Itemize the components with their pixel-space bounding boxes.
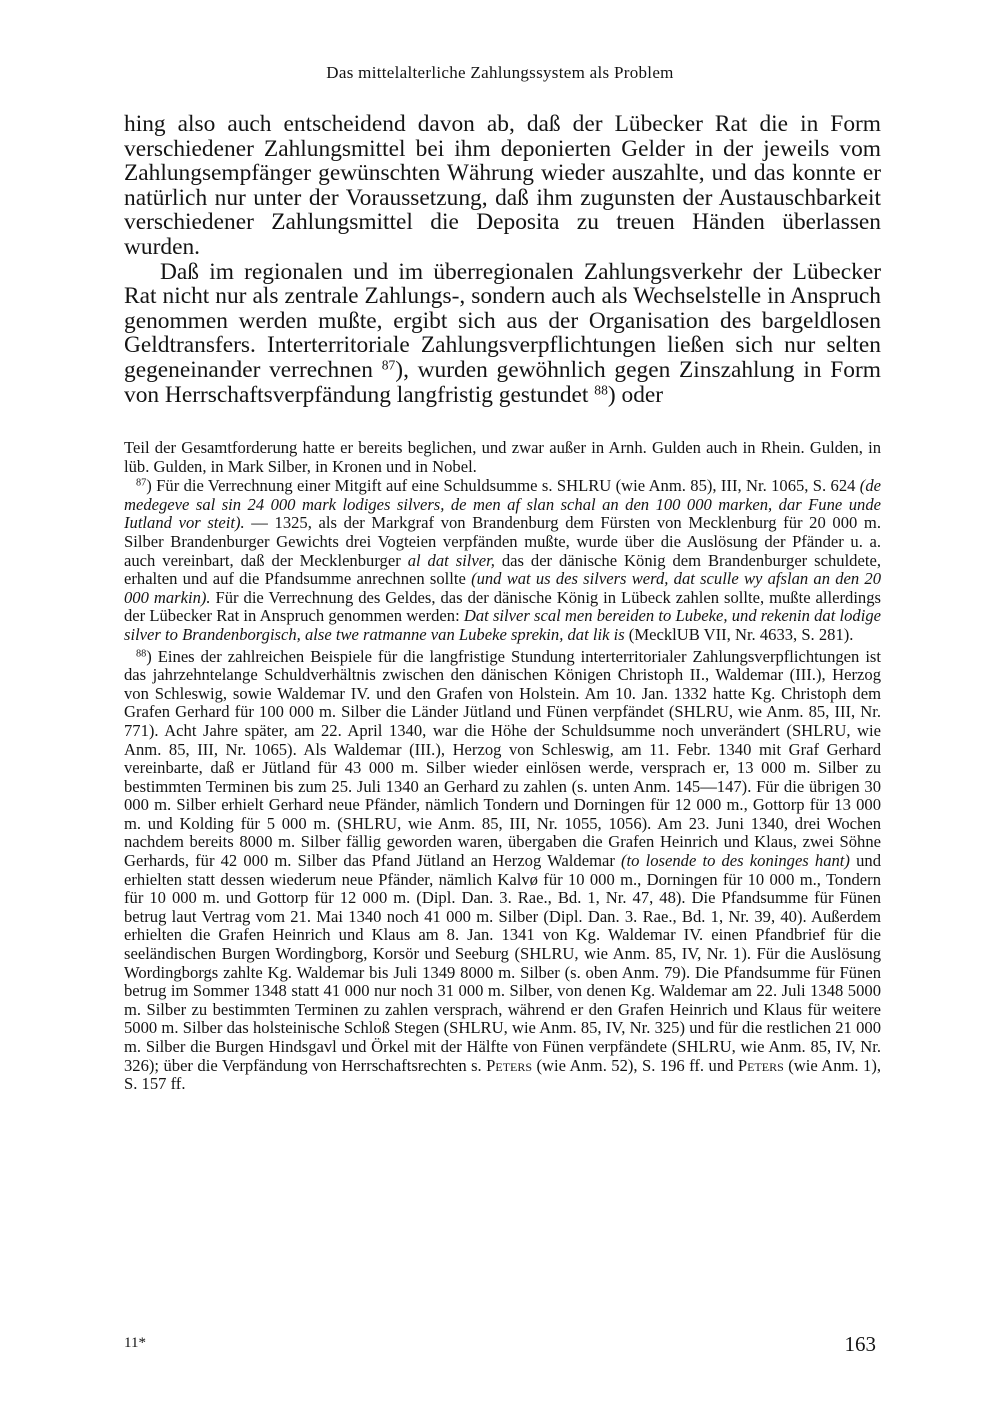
footnote-88 — [124, 648, 881, 1094]
paragraph — [124, 260, 881, 408]
footnote-ref-88: 88 — [594, 382, 608, 398]
footnote-quote: (de medegeve sal sin 24 000 mark lodiges silvers, de men af slan schal an den 100 000 marken, dar Fune unde Iutland vor steit). — [124, 476, 881, 533]
footnote-number: 87 — [136, 477, 147, 489]
footnote-quote: (to losende to des koninges hant) — [621, 851, 850, 871]
footnotes — [124, 439, 881, 1097]
footnote-quote: al dat silver, — [407, 550, 495, 570]
main-text — [124, 112, 881, 407]
paragraph: hing also auch entscheidend davon ab, daß der Lübecker Rat die in Form verschiedener Zahlungsmittel bei ihm deponierten Gelder in der jeweils vom Zahlungsempfänger gewünschten Währung wieder auszahlte, und das konnte er natürlich nur unter der Voraussetzung, daß ihm zugunsten der Austauschbarkeit verschiedener Zahlungsmittel die Deposita zu treuen Händen überlassen wurden. — [124, 111, 881, 260]
running-head: Das mittelalterliche Zahlungssystem als Problem — [326, 63, 674, 82]
footnote-text: ) Eines der zahlreichen Beispiele für die langfristige Stundung interterritorialer Zahlungsverpflichtungen ist das jahrzehntelange Schuldverhältnis zwischen den dänischen Königen Christoph II., Waldemar (III.), Herzog von Schleswig, sowie Waldemar IV. und den Grafen von Holstein. Am 10. Jan. 1332 hatte Kg. Christoph dem Grafen Gerhard für 100 000 m. Silber die Länder Jütland und Fünen verpfändet (SHLRU, wie Anm. 85, III, Nr. 771). Acht Jahre später, am 22. April 1340, war die Höhe der Schuldsumme noch unverändert (SHLRU, wie Anm. 85, III, Nr. 1065). Als Waldemar (III.), Herzog von Schleswig, am 11. Febr. 1340 mit Graf Gerhard vereinbarte, daß er Jütland für 43 000 m. Silber wieder einlösen werde, versprach er, 13 000 m. Silber zu bestimmten Terminen bis zum 25. Juli 1340 an Gerhard zu zahlen (s. unten Anm. 145—147). Für die übrigen 30 000 m. Silber erhielt Gerhard neue Pfänder, nämlich Tondern und Dorningen für 12 000 m., Gottorp für 13 000 m. und Kolding für 5 000 m. (SHLRU, wie Anm. 85, III, Nr. 1055, 1056). Am 23. Juni 1340, drei Wochen nachdem bereits 8000 m. Silber fällig geworden waren, übergaben die Grafen Heinrich und Klaus, zwei Söhne Gerhards, für 42 000 m. Silber das Pfand Jütland an Herzog Waldemar — [124, 646, 881, 871]
footnote-number: 88 — [136, 647, 147, 659]
footnote-continuation: Teil der Gesamtforderung hatte er bereits beglichen, und zwar außer in Arnh. Gulden auch in Rhein. Gulden, in lüb. Gulden, in Mark Silber, in Kronen und in Nobel. — [124, 438, 881, 476]
signature-mark: 11* — [124, 1335, 146, 1351]
footnote-text: — 1325, als der Markgraf von Brandenburg dem Fürsten von Mecklenburg für 20 000 m. Silber Brandenburger Gewichts drei Vogteien verpfänden mußte, wurde über die Auslösung der Pfänder u. a. auch vereinbart, daß der Mecklenburger — [124, 513, 881, 570]
author-name: Peters — [486, 1055, 533, 1075]
footnote-ref-87: 87 — [381, 357, 396, 373]
footnote-text: (wie Anm. 52), S. 196 ff. und — [532, 1055, 738, 1075]
footnote-quote: (und wat us des silvers werd, dat sculle wy afslan an den 20 000 markin). — [124, 569, 881, 607]
page-number: 163 — [844, 1332, 876, 1356]
footnote-quote: Dat silver scal men bereiden to Lubeke, und rekenin dat lodige silver to Brandenborgisch, alse twe ratmanne van Lubeke sprekin, dat lik is — [124, 606, 881, 644]
footnote-text: Für die Verrechnung des Geldes, das der dänische König in Lübeck zahlen sollte, mußte allerdings der Lübecker Rat in Anspruch genommen werden: — [124, 587, 881, 626]
footnote-text: das der dänische König dem Brandenburger schuldete, erhalten und auf die Pfandsumme anrechnen sollte — [124, 550, 881, 589]
footnote-87 — [124, 477, 881, 644]
author-name: Peters — [737, 1055, 784, 1075]
footnote-text: (wie Anm. 1), S. 157 ff. — [124, 1055, 882, 1094]
footnote-text: (MecklUB VII, Nr. 4633, S. 281). — [624, 624, 854, 644]
paragraph-text: ) oder — [607, 381, 664, 408]
footnote-text: ) Für die Verrechnung einer Mitgift auf eine Schuldsumme s. SHLRU (wie Anm. 85), III, Nr. 1065, S. 624 — [146, 476, 860, 496]
paragraph-text: Daß im regionalen und im überregionalen Zahlungsverkehr der Lübecker Rat nicht nur als zentrale Zahlungs-, sondern auch als Wechselstelle in Anspruch genommen werden mußte, ergibt sich aus der Organisation des bargeldlosen Geldtransfers. Interterritoriale Zahlungsverpflichtungen ließen sich nur selten gegeneinander verrechnen — [124, 258, 881, 383]
paragraph-text: ), wurden gewöhnlich gegen Zinszahlung in Form von Herrschaftsverpfändung langfristig gestundet — [124, 356, 881, 408]
footnote-text: und erhielten statt dessen wiederum neue Pfänder, nämlich Kalvø für 10 000 m., Dorningen für 10 000 m., Tondern für 10 000 m. und Gottorp für 12 000 m. (Dipl. Dan. 3. Rae., Bd. 1, Nr. 47, 48). Die Pfandsumme für Fünen betrug laut Vertrag vom 21. Mai 1340 noch 41 000 m. Silber (Dipl. Dan. 3. Rae., Bd. 1, Nr. 39, 40). Außerdem erhielten die Grafen Heinrich und Klaus am 8. Jan. 1341 von Kg. Waldemar IV. einen Pfandbrief für die seeländischen Burgen Wordingborg, Korsör und Seeburg (SHLRU, wie Anm. 85, IV, Nr. 1). Für die Auslösung Wordingborgs zahlte Kg. Waldemar bis Juli 1349 8000 m. Silber (s. oben Anm. 79). Die Pfandsumme für Fünen betrug im Sommer 1348 statt 41 000 nur noch 31 000 m. Silber, von denen Kg. Waldemar am 22. Juli 1348 5000 m. Silber zu bestimmten Terminen zu zahlen versprach, während er den Grafen Heinrich und Klaus für weitere 5000 m. Silber das holsteinische Schloß Stegen (SHLRU, wie Anm. 85, IV, Nr. 325) und für die restlichen 21 000 m. Silber die Burgen Hindsgavl und Örkel mit der Hälfte von Fünen verpfändete (SHLRU, wie Anm. 85, IV, Nr. 326); über die Verpfändung von Herrschaftsrechten s. — [124, 851, 881, 1075]
